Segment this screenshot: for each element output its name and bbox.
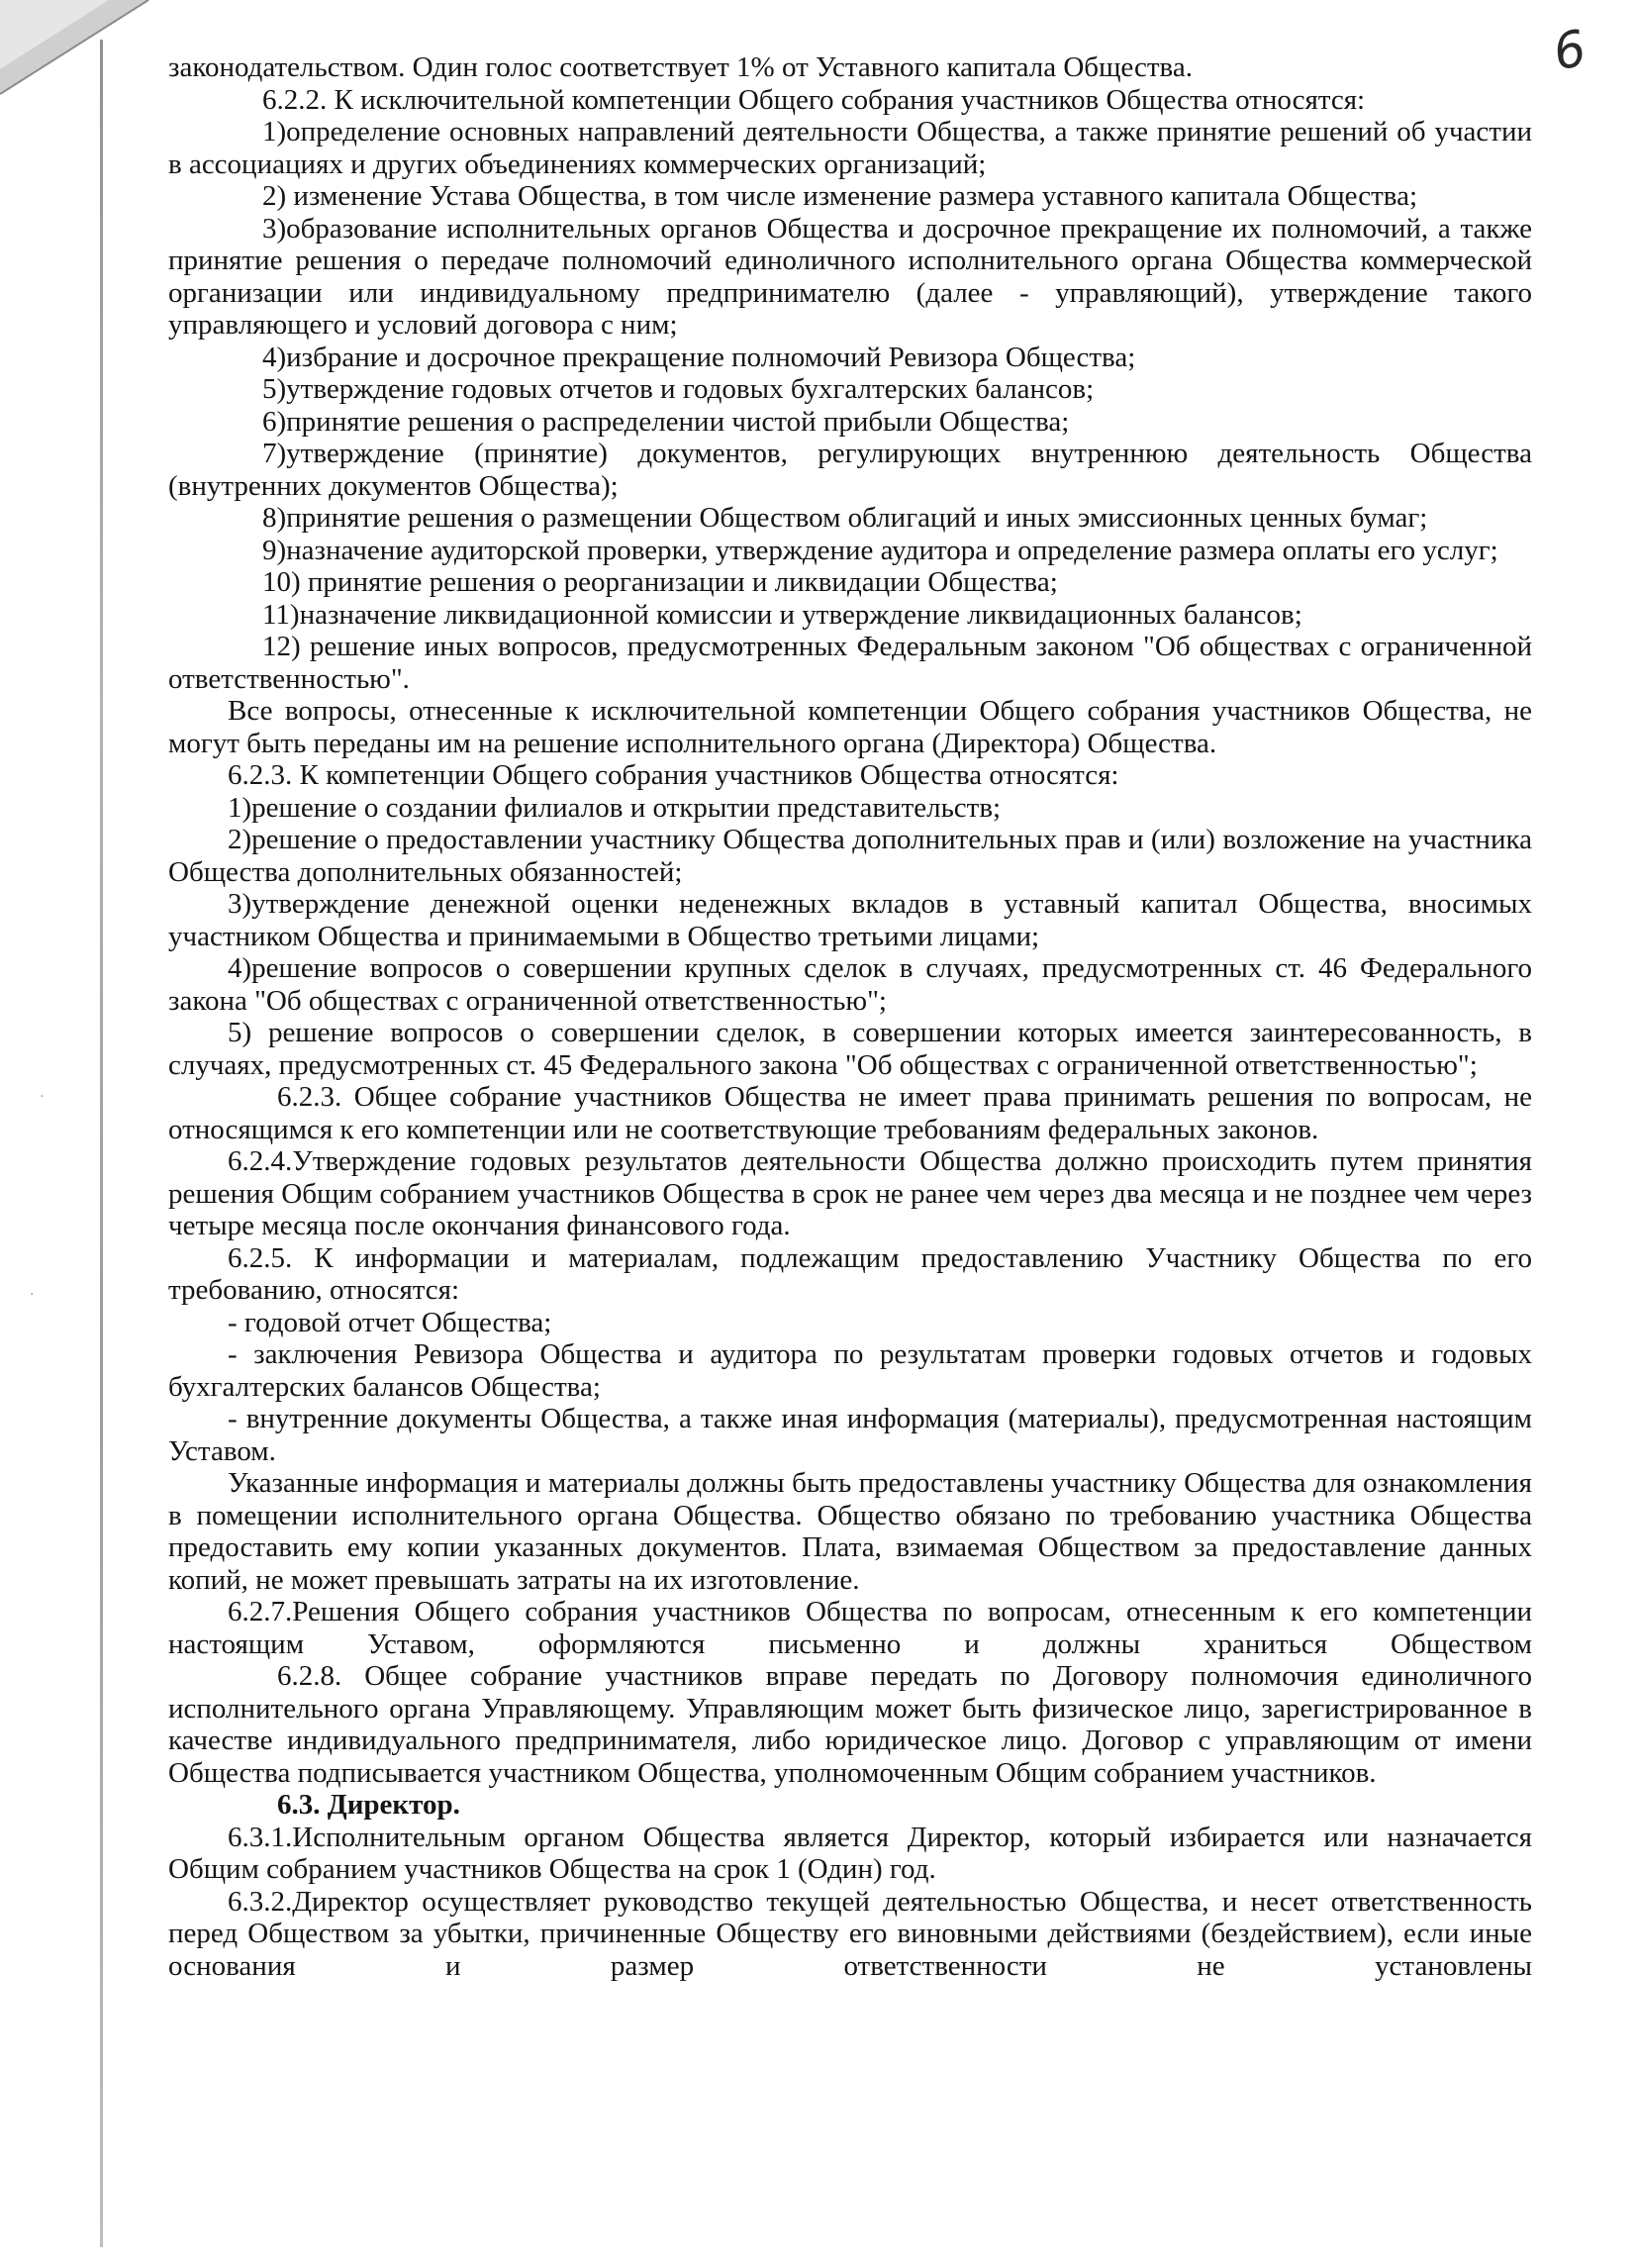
paragraph: 2) изменение Устава Общества, в том числе изменение размера уставного капитала Общества;	[262, 180, 1418, 212]
paragraph: 9)назначение аудиторской проверки, утверждение аудитора и определение размера оплаты его услуг;	[262, 534, 1498, 566]
paragraph: 12) решение иных вопросов, предусмотренных Федеральным законом "Об обществах с ограниченной ответственностью".	[168, 631, 1532, 695]
paragraph: 10) принятие решения о реорганизации и ликвидации Общества;	[262, 566, 1058, 598]
paragraph: 6.3.2.Директор осуществляет руководство текущей деятельностью Общества, и несет ответственность перед Обществом за убытки, причиненные Обществу его виновными действиями (бездействием), если иные основания и размер ответственности не установлены	[168, 1885, 1532, 1982]
handwritten-page-number: 6	[1548, 19, 1591, 82]
scan-left-edge-line	[100, 40, 103, 2247]
paragraph: - заключения Ревизора Общества и аудитора по результатам проверки годовых отчетов и годовых бухгалтерских балансов Общества;	[168, 1338, 1532, 1403]
paragraph: 6.2.5. К информации и материалам, подлежащим предоставлению Участнику Общества по его требованию, относятся:	[168, 1241, 1532, 1306]
paragraph: 6)принятие решения о распределении чистой прибыли Общества;	[262, 405, 1070, 438]
paragraph: 5) решение вопросов о совершении сделок, в совершении которых имеется заинтересованность, в случаях, предусмотренных ст. 45 Федерального закона "Об обществах с ограниченной ответственностью";	[168, 1017, 1532, 1081]
paragraph: 7)утверждение (принятие) документов, регулирующих внутреннюю деятельность Общества (внутренних документов Общества);	[168, 438, 1532, 502]
paragraph: 6.2.4.Утверждение годовых результатов деятельности Общества должно происходить путем принятия решения Общим собранием участников Общества в срок не ранее чем через два месяца и не позднее чем через четыре месяца после окончания финансового года.	[168, 1145, 1532, 1241]
paragraph: Указанные информация и материалы должны быть предоставлены участнику Общества для ознакомления в помещении исполнительного органа Общества. Общество обязано по требованию участника Общества предоставить ему копии указанных документов. Плата, взимаемая Обществом за предоставление данных копий, не может превышать затраты на их изготовление.	[168, 1467, 1532, 1596]
paragraph: - внутренние документы Общества, а также иная информация (материалы), предусмотренная настоящим Уставом.	[168, 1403, 1532, 1467]
paragraph: 6.2.7.Решения Общего собрания участников Общества по вопросам, отнесенным к его компетенции настоящим Уставом, оформляются письменно и должны храниться Обществом	[168, 1596, 1532, 1660]
paragraph: 6.2.3. Общее собрание участников Общества не имеет права принимать решения по вопросам, не относящимся к его компетенции или не соответствующие требованиям федеральных законов.	[168, 1081, 1532, 1145]
paragraph: законодательством. Один голос соответствует 1% от Уставного капитала Общества.	[168, 51, 1193, 83]
paragraph: 3)образование исполнительных органов Общества и досрочное прекращение их полномочий, а также принятие решения о передаче полномочий единоличного исполнительного органа Общества коммерческой организации или индивидуальному предпринимателю (далее - управляющий), утверждение такого управляющего и условий договора с ним;	[168, 212, 1532, 341]
paragraph: 6.3.1.Исполнительным органом Общества является Директор, который избирается или назначается Общим собранием участников Общества на срок 1 (Один) год.	[168, 1821, 1532, 1885]
paragraph: 6.2.2. К исключительной компетенции Общего собрания участников Общества относятся:	[262, 83, 1366, 116]
document-body	[168, 51, 1532, 1982]
scan-speck: ·	[40, 1089, 45, 1105]
paragraph: 3)утверждение денежной оценки неденежных вкладов в уставный капитал Общества, вносимых участником Общества и принимаемыми в Общество третьими лицами;	[168, 888, 1532, 952]
paragraph: 1)определение основных направлений деятельности Общества, а также принятие решений об участии в ассоциациях и других объединениях коммерческих организаций;	[168, 116, 1532, 180]
paragraph: 6.2.3. К компетенции Общего собрания участников Общества относятся:	[228, 759, 1119, 791]
paragraph: 4)избрание и досрочное прекращение полномочий Ревизора Общества;	[262, 341, 1136, 373]
paragraph: 2)решение о предоставлении участнику Общества дополнительных прав и (или) возложение на участника Общества дополнительных обязанностей;	[168, 824, 1532, 888]
paragraph: - годовой отчет Общества;	[228, 1306, 552, 1338]
section-heading: 6.3. Директор.	[277, 1789, 460, 1821]
paragraph: 1)решение о создании филиалов и открытии представительств;	[228, 791, 1002, 824]
paragraph: 6.2.8. Общее собрание участников вправе передать по Договору полномочия единоличного исполнительного органа Управляющему. Управляющим может быть физическое лицо, зарегистрированное в качестве индивидуального предпринимателя, либо юридическое лицо. Договор с управляющим от имени Общества подписывается участником Общества, уполномоченным Общим собранием участников.	[168, 1660, 1532, 1789]
corner-fold-shadow	[0, 0, 168, 109]
scan-speck: ·	[30, 1287, 35, 1303]
paragraph: 8)принятие решения о размещении Обществом облигаций и иных эмиссионных ценных бумаг;	[262, 502, 1428, 534]
paragraph: Все вопросы, отнесенные к исключительной компетенции Общего собрания участников Общества, не могут быть переданы им на решение исполнительного органа (Директора) Общества.	[168, 695, 1532, 759]
paragraph: 5)утверждение годовых отчетов и годовых бухгалтерских балансов;	[262, 373, 1095, 405]
paragraph: 4)решение вопросов о совершении крупных сделок в случаях, предусмотренных ст. 46 Федерального закона "Об обществах с ограниченной ответственностью";	[168, 952, 1532, 1017]
paragraph: 11)назначение ликвидационной комиссии и утверждение ликвидационных балансов;	[262, 598, 1302, 631]
